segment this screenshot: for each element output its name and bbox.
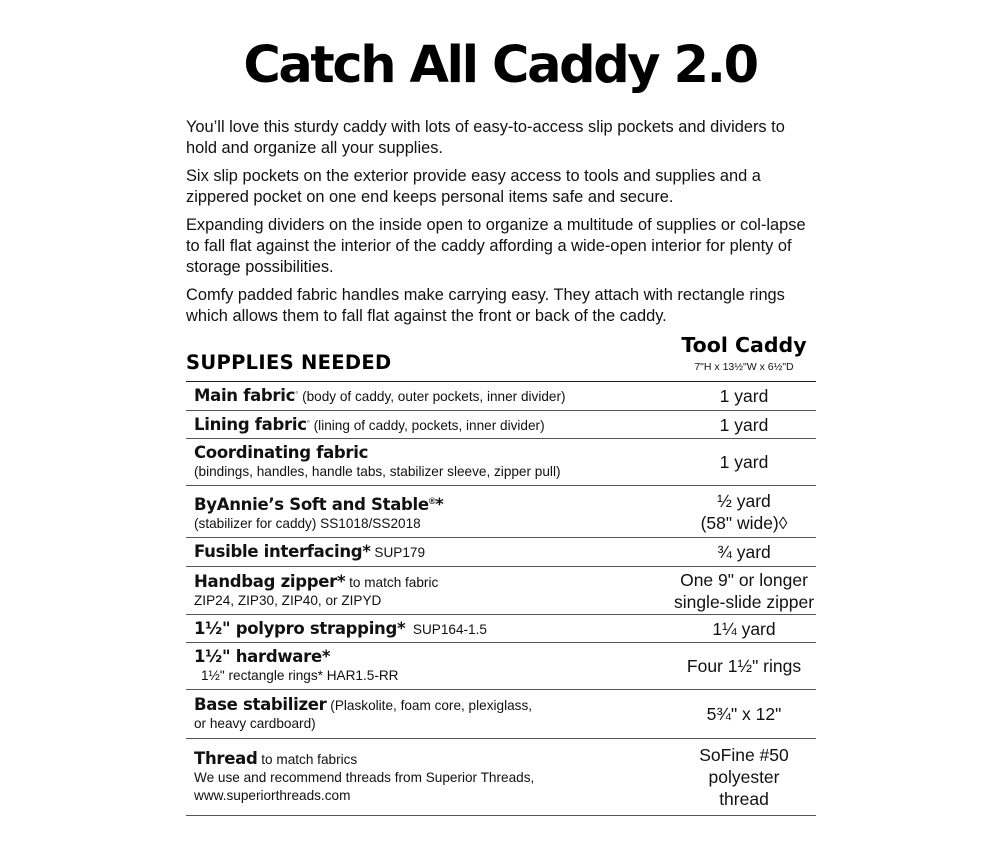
qty-cell bbox=[672, 703, 816, 725]
intro-text bbox=[186, 117, 816, 334]
item-note: SUP164-1.5 bbox=[405, 621, 487, 637]
item-note: (Plaskolite, foam core, plexiglass, bbox=[326, 698, 533, 713]
supplies-table bbox=[186, 381, 816, 816]
qty-value-line2: polyester bbox=[708, 767, 780, 787]
qty-cell bbox=[672, 414, 816, 436]
qty-cell bbox=[672, 451, 816, 473]
table-row bbox=[186, 486, 816, 538]
table-row bbox=[186, 439, 816, 486]
supplies-header bbox=[186, 333, 816, 381]
column-dimensions: 7"H x 13½"W x 6½"D bbox=[694, 361, 794, 373]
qty-cell bbox=[672, 541, 816, 563]
intro-paragraph: Six slip pockets on the exterior provide easy access to tools and supplies and a zippered pocket on one end keeps personal items safe and secure. bbox=[186, 167, 761, 206]
table-row bbox=[186, 567, 816, 615]
item-detail: ZIP24, ZIP30, ZIP40, or ZIPYD bbox=[194, 592, 382, 608]
item-name: 1½" hardware* bbox=[194, 647, 331, 666]
item-name: Lining fabric bbox=[194, 414, 307, 434]
item-note: (lining of caddy, pockets, inner divider) bbox=[309, 417, 545, 433]
qty-value: ¾ yard bbox=[717, 542, 771, 562]
item-name: ByAnnie’s Soft and Stable bbox=[194, 494, 429, 514]
item-detail: 1½" rectangle rings* HAR1.5-RR bbox=[201, 668, 399, 683]
item-mark: ◦ bbox=[306, 415, 310, 426]
item-cell bbox=[186, 619, 672, 639]
qty-cell bbox=[672, 655, 816, 677]
table-row bbox=[186, 615, 816, 643]
qty-cell bbox=[672, 744, 816, 810]
qty-value-line3: thread bbox=[719, 789, 769, 809]
qty-value: Four 1½" rings bbox=[686, 656, 802, 676]
item-cell bbox=[186, 415, 672, 435]
intro-paragraph: Expanding dividers on the inside open to organize a multitude of supplies or col-lapse to fall flat against the interior of the caddy affording a wide-open interior for plenty of storage possibilities. bbox=[186, 216, 806, 276]
item-note: (body of caddy, outer pockets, inner divider) bbox=[298, 389, 566, 404]
table-row bbox=[186, 382, 816, 411]
item-detail: We use and recommend threads from Superior Threads, bbox=[194, 770, 535, 785]
table-row bbox=[186, 739, 816, 816]
item-name: Main fabric bbox=[194, 386, 296, 405]
item-cell bbox=[186, 749, 672, 805]
item-note: to match fabrics bbox=[257, 752, 358, 767]
item-cell bbox=[186, 386, 672, 406]
item-detail: (stabilizer for caddy) SS1018/SS2018 bbox=[194, 515, 421, 531]
item-name: Fusible interfacing* bbox=[194, 542, 371, 561]
table-row bbox=[186, 538, 816, 567]
item-name: Base stabilizer bbox=[194, 695, 327, 714]
intro-paragraph: Comfy padded fabric handles make carrying easy. They attach with rectangle rings which allows them to fall flat against the front or back of the caddy. bbox=[186, 286, 785, 325]
qty-value: 1¼ yard bbox=[712, 618, 776, 639]
qty-value-line2: single-slide zipper bbox=[673, 591, 815, 612]
item-note: to match fabric bbox=[345, 574, 439, 590]
page-title: Catch All Caddy 2.0 bbox=[243, 36, 757, 95]
qty-cell bbox=[672, 490, 816, 534]
item-mark: ® bbox=[428, 495, 436, 506]
intro-paragraph: You’ll love this sturdy caddy with lots of easy-to-access slip pockets and dividers to hold and organize all your supplies. bbox=[186, 118, 785, 157]
item-star: * bbox=[435, 494, 444, 514]
qty-value: 5¾" x 12" bbox=[706, 704, 782, 724]
item-name: Handbag zipper* bbox=[194, 571, 346, 591]
item-detail: or heavy cardboard) bbox=[194, 716, 316, 731]
item-name: Thread bbox=[194, 749, 258, 768]
table-row bbox=[186, 690, 816, 739]
qty-value: SoFine #50 bbox=[699, 745, 789, 765]
qty-value: One 9" or longer bbox=[680, 569, 808, 590]
item-name: 1½" polypro strapping* bbox=[194, 618, 406, 638]
column-title: Tool Caddy bbox=[681, 333, 807, 357]
qty-value: 1 yard bbox=[719, 386, 769, 406]
item-note: SUP179 bbox=[370, 545, 426, 560]
table-row bbox=[186, 643, 816, 690]
item-mark: ◦ bbox=[295, 387, 299, 397]
item-cell bbox=[186, 542, 672, 562]
table-row bbox=[186, 411, 816, 439]
qty-cell bbox=[672, 618, 816, 640]
item-cell bbox=[186, 491, 672, 533]
supplies-heading: SUPPLIES NEEDED bbox=[186, 351, 392, 374]
qty-value-line2: (58" wide)◊ bbox=[700, 512, 788, 533]
item-cell bbox=[186, 572, 672, 610]
qty-value: ½ yard bbox=[717, 490, 771, 511]
item-cell bbox=[186, 443, 672, 481]
item-cell bbox=[186, 647, 672, 685]
qty-cell bbox=[672, 569, 816, 613]
column-header bbox=[672, 333, 816, 374]
item-cell bbox=[186, 695, 672, 733]
qty-cell bbox=[672, 385, 816, 407]
item-detail-url: www.superiorthreads.com bbox=[194, 788, 351, 803]
qty-value: 1 yard bbox=[719, 414, 769, 435]
item-name: Coordinating fabric bbox=[194, 443, 369, 462]
item-detail: (bindings, handles, handle tabs, stabilizer sleeve, zipper pull) bbox=[194, 464, 561, 479]
qty-value: 1 yard bbox=[719, 452, 769, 472]
